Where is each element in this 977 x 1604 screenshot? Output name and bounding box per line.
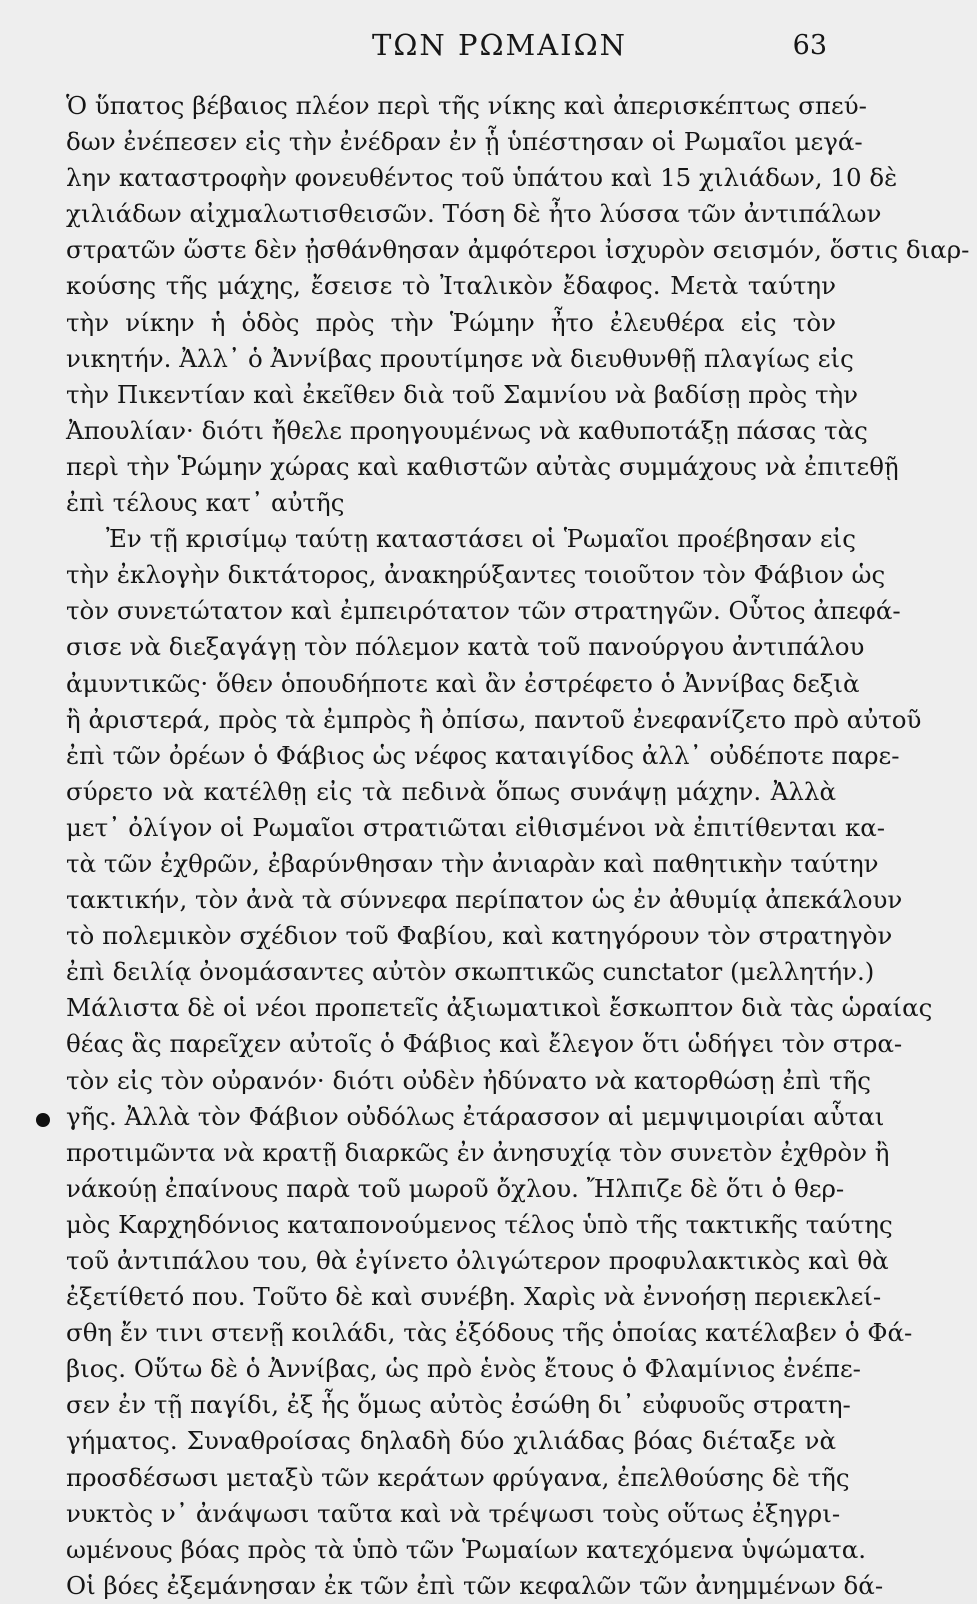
text-line: σεν ἐν τῇ παγίδι, ἐξ ἧς ὅμως αὐτὸς ἐσώθη δι᾽ εὐφυοῦς στρατη- — [66, 1390, 851, 1420]
text-line: Οἱ βόες ἐξεμάνησαν ἐκ τῶν ἐπὶ τῶν κεφαλῶν τῶν ἀνημμένων δά- — [66, 1570, 884, 1600]
text-line: τακτικήν, τὸν ἀνὰ τὰ σύννεφα περίπατον ὡς ἐν ἀθυμίᾳ ἀπεκάλουν — [66, 885, 903, 915]
text-line: λην καταστροφὴν φονευθέντος τοῦ ὑπάτου καὶ 15 χιλιάδων, 10 δὲ — [66, 163, 898, 193]
running-title: ΤΩΝ ΡΩΜΑΙΩΝ — [372, 28, 628, 62]
text-line: ωμένους βόας πρὸς τὰ ὑπὸ τῶν Ῥωμαίων κατεχόμενα ὑψώματα. — [66, 1534, 867, 1564]
text-line: τὰ τῶν ἐχθρῶν, ἐβαρύνθησαν τὴν ἀνιαρὰν καὶ παθητικὴν ταύτην — [66, 848, 879, 878]
text-line: νικητήν. Ἀλλ᾽ ὁ Ἀννίβας προυτίμησε νὰ διευθυνθῇ πλαγίως εἰς — [66, 343, 854, 373]
margin-dot-mark — [36, 1113, 50, 1127]
text-line: μὸς Καρχηδόνιος καταπονούμενος τέλος ὑπὸ τῆς τακτικῆς ταύτης — [66, 1209, 893, 1239]
text-line: περὶ τὴν Ῥώμην χώρας καὶ καθιστῶν αὐτὰς συμμάχους νὰ ἐπιτεθῇ — [66, 451, 899, 481]
text-line: γήματος. Συναθροίσας δηλαδὴ δύο χιλιάδας βόας διέταξε νὰ — [66, 1426, 836, 1456]
text-line: χιλιάδων αἰχμαλωτισθεισῶν. Τόση δὲ ἦτο λύσσα τῶν ἀντιπάλων — [66, 199, 882, 229]
text-line: θέας ἃς παρεῖχεν αὐτοῖς ὁ Φάβιος καὶ ἔλεγον ὅτι ὡδήγει τὸν στρα- — [66, 1029, 903, 1059]
text-line: ἐπὶ τέλους κατ᾽ αὐτῆς — [66, 488, 345, 518]
text-line: τὴν ἐκλογὴν δικτάτορος, ἀνακηρύξαντες τοιοῦτον τὸν Φάβιον ὡς — [66, 560, 886, 590]
text-line: προτιμῶντα νὰ κρατῇ διαρκῶς ἐν ἀνησυχίᾳ τὸν συνετὸν ἐχθρὸν ἢ — [66, 1137, 890, 1167]
page-header — [0, 28, 977, 68]
page-number: 63 — [792, 30, 827, 61]
text-line: ἐξετίθετό που. Τοῦτο δὲ καὶ συνέβη. Χαρὶς νὰ ἐννοήσῃ περιεκλεί- — [66, 1282, 882, 1312]
text-line: ἢ ἀριστερά, πρὸς τὰ ἐμπρὸς ἢ ὀπίσω, παντοῦ ἐνεφανίζετο πρὸ αὐτοῦ — [66, 704, 922, 734]
text-line: Ἐν τῇ κρισίμῳ ταύτῃ καταστάσει οἱ Ῥωμαῖοι προέβησαν εἰς — [106, 524, 857, 554]
text-line: σισε νὰ διεξαγάγῃ τὸν πόλεμον κατὰ τοῦ πανούργου ἀντιπάλου — [66, 632, 865, 662]
text-line: προσδέσωσι μεταξὺ τῶν κεράτων φρύγανα, ἐπελθούσης δὲ τῆς — [66, 1462, 850, 1492]
text-line: ἐπὶ δειλίᾳ ὀνομάσαντες αὐτὸν σκωπτικῶς cunctator (μελλητήν.) — [66, 957, 875, 987]
text-line: νυκτὸς ν᾽ ἀνάψωσι ταῦτα καὶ νὰ τρέψωσι τοὺς οὕτως ἐξηγρι- — [66, 1498, 841, 1528]
text-line: ἀμυντικῶς· ὅθεν ὁπουδήποτε καὶ ἂν ἐστρέφετο ὁ Ἀννίβας δεξιὰ — [66, 668, 860, 698]
text-line: τοῦ ἀντιπάλου του, θὰ ἐγίνετο ὀλιγώτερον προφυλακτικὸς καὶ θὰ — [66, 1246, 889, 1275]
text-line: τὸ πολεμικὸν σχέδιον τοῦ Φαβίου, καὶ κατηγόρουν τὸν στρατηγὸν — [66, 921, 893, 951]
text-line: δων ἐνέπεσεν εἰς τὴν ἐνέδραν ἐν ᾗ ὑπέστησαν οἱ Ρωμαῖοι μεγά- — [66, 127, 863, 157]
text-line: Ἀπουλίαν· διότι ἤθελε προηγουμένως νὰ καθυποτάξῃ πάσας τὰς — [66, 415, 868, 445]
text-line: στρατῶν ὥστε δὲν ᾐσθάνθησαν ἀμφότεροι ἰσχυρὸν σεισμόν, ὅστις διαρ- — [66, 235, 970, 265]
text-line: βιος. Οὕτω δὲ ὁ Ἀννίβας, ὡς πρὸ ἑνὸς ἔτους ὁ Φλαμίνιος ἐνέπε- — [66, 1354, 861, 1384]
text-line: τὴν Πικεντίαν καὶ ἐκεῖθεν διὰ τοῦ Σαμνίου νὰ βαδίσῃ πρὸς τὴν — [66, 379, 859, 409]
text-line: Ὁ ὕπατος βέβαιος πλέον περὶ τῆς νίκης καὶ ἀπερισκέπτως σπεύ- — [66, 91, 867, 120]
text-line: κούσης τῆς μάχης, ἔσεισε τὸ Ἰταλικὸν ἔδαφος. Μετὰ ταύτην — [66, 271, 836, 301]
text-line: ἐπὶ τῶν ὀρέων ὁ Φάβιος ὡς νέφος καταιγίδος ἀλλ᾽ οὐδέποτε παρε- — [66, 740, 900, 770]
body-text — [66, 88, 970, 1604]
text-line: σύρετο νὰ κατέλθῃ εἰς τὰ πεδινὰ ὅπως συνάψῃ μάχην. Ἀλλὰ — [66, 776, 836, 806]
text-line: νάκούῃ ἐπαίνους παρὰ τοῦ μωροῦ ὄχλου. Ἤλπιζε δὲ ὅτι ὁ θερ- — [66, 1173, 845, 1203]
text-line: μετ᾽ ὀλίγον οἱ Ρωμαῖοι στρατιῶται εἰθισμένοι νὰ ἐπιτίθενται κα- — [66, 812, 886, 842]
text-line: Μάλιστα δὲ οἱ νέοι προπετεῖς ἀξιωματικοὶ ἔσκωπτον διὰ τὰς ὡραίας — [66, 993, 933, 1023]
text-line: τὴν νίκην ἡ ὁδὸς πρὸς τὴν Ῥώμην ἦτο ἐλευθέρα εἰς τὸν — [66, 307, 836, 337]
text-line: σθη ἔν τινι στενῇ κοιλάδι, τὰς ἐξόδους τῆς ὁποίας κατέλαβεν ὁ Φά- — [66, 1318, 913, 1348]
text-line: τὸν εἰς τὸν οὐρανόν· διότι οὐδὲν ἠδύνατο νὰ κατορθώσῃ ἐπὶ τῆς — [66, 1065, 871, 1095]
text-line: τὸν συνετώτατον καὶ ἐμπειρότατον τῶν στρατηγῶν. Οὗτος ἀπεφά- — [66, 596, 901, 626]
text-line: γῆς. Ἀλλὰ τὸν Φάβιον οὐδόλως ἐτάρασσον αἱ μεμψιμοιρίαι αὗται — [66, 1101, 885, 1131]
